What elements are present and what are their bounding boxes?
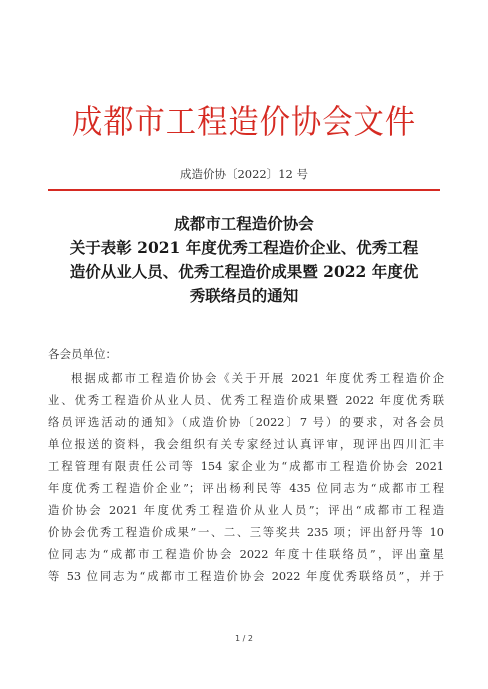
body-line: 单位报送的资料，我会组织有关专家经过认真评审，现评出四川汇丰	[48, 438, 444, 451]
salutation: 各会员单位：	[48, 347, 117, 361]
body-line: 等 53 位同志为“成都市工程造价协会 2022 年度优秀联络员”，并于	[48, 570, 444, 583]
notice-title-line: 关于表彰 2021 年度优秀工程造价企业、优秀工程	[69, 238, 419, 257]
body-line: 工程管理有限责任公司等 154 家企业为“成都市工程造价协会 2021	[48, 460, 444, 473]
body-line: 位同志为“成都市工程造价协会 2022 年度十佳联络员”，评出童星	[48, 548, 444, 561]
notice-title	[44, 212, 444, 308]
notice-title-line: 成都市工程造价协会	[174, 214, 314, 233]
document-header-title: 成都市工程造价协会文件	[71, 102, 417, 141]
notice-title-line: 秀联络员的通知	[189, 286, 299, 305]
body-line: 业、优秀工程造价从业人员、优秀工程造价成果暨 2022 年度优秀联	[48, 394, 444, 407]
body-line: 络员评选活动的通知》（成造价协〔2022〕7 号）的要求，对各会员	[48, 416, 444, 429]
notice-title-line: 造价从业人员、优秀工程造价成果暨 2022 年度优	[69, 262, 419, 281]
header-red-divider	[48, 189, 440, 191]
body-paragraph	[48, 368, 444, 588]
document-number: 成造价协〔2022〕12 号	[179, 167, 309, 181]
body-line: 年度优秀工程造价企业”；评出杨利民等 435 位同志为“成都市工程	[48, 482, 444, 495]
body-line: 价协会优秀工程造价成果”一、二、三等奖共 235 项；评出舒丹等 10	[48, 526, 444, 539]
body-line: 造价协会 2021 年度优秀工程造价从业人员”；评出“成都市工程造	[48, 504, 444, 517]
body-line: 根据成都市工程造价协会《关于开展 2021 年度优秀工程造价企	[71, 372, 444, 385]
page-number: 1 / 2	[235, 634, 253, 643]
